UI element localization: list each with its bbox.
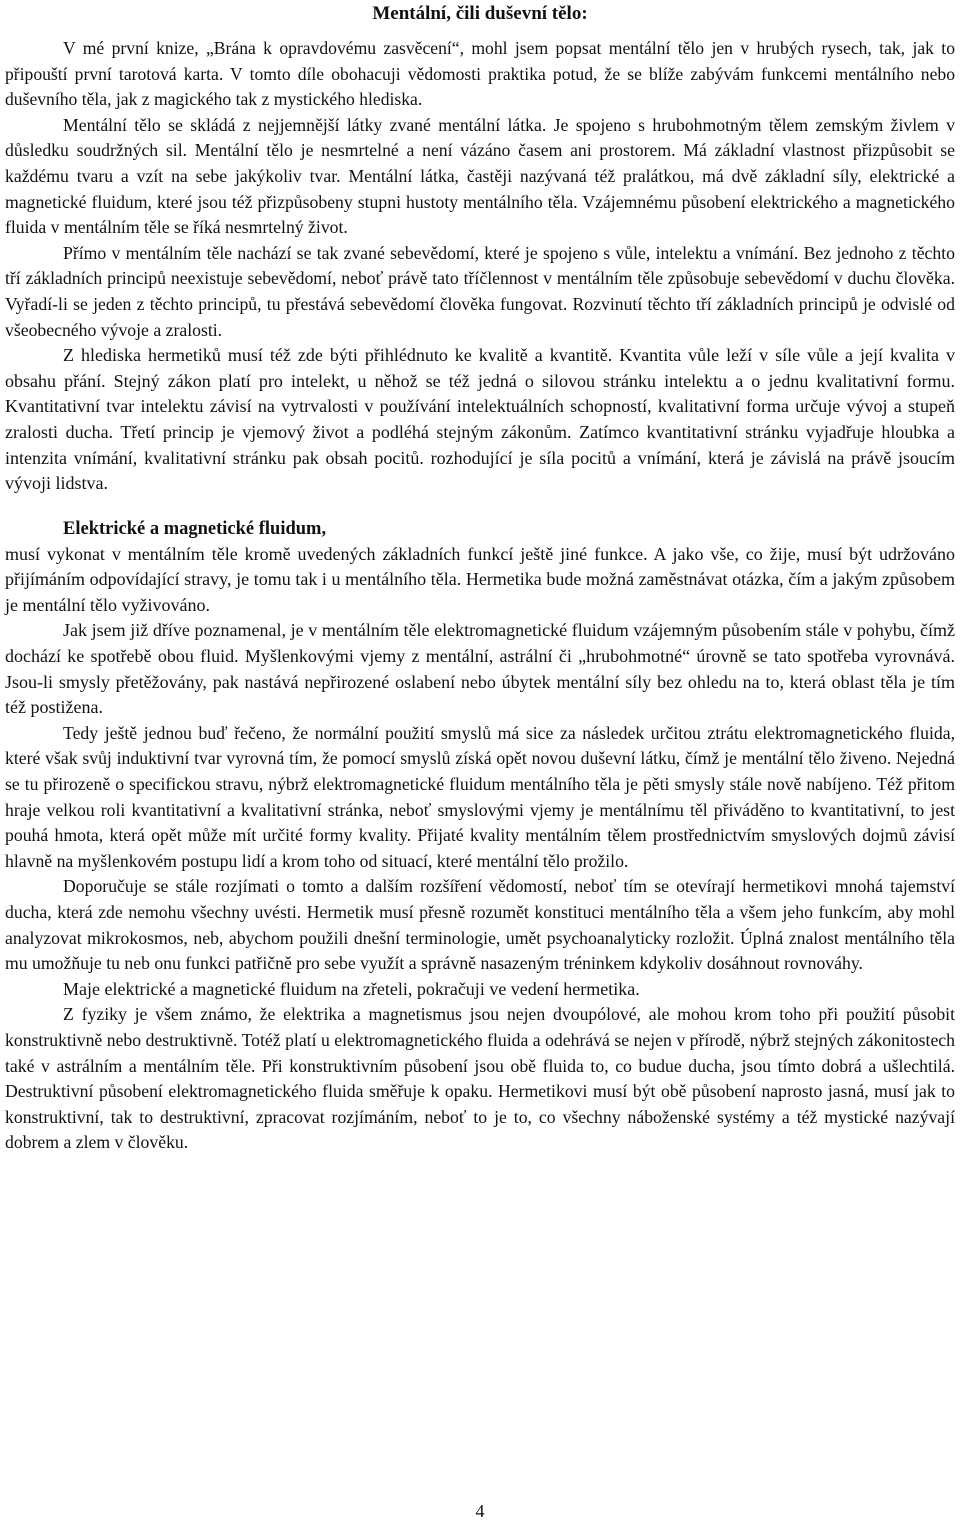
paragraph-contemplation: Doporučuje se stále rozjímati o tomto a dalším rozšíření vědomostí, neboť tím se otevírají hermetikovi mnohá tajemství ducha, která zde nemohu všechny uvésti. Hermetik musí přesně rozumět konstituci mentálního těla a všem jeho funkcím, aby mohl analyzovat mikrokosmos, neb, abychom použili dnešní terminologie, umět psychoanalyticky rozložit. Úplná znalost mentálního těla mu umožňuje tu neb onu funkci patřičně pro sebe využít a správně nasazeným tréninkem kdykoliv dosáhnout rovnováhy. bbox=[5, 876, 955, 974]
paragraph-continuation: Maje elektrické a magnetické fluidum na zřeteli, pokračuji ve vedení hermetika. bbox=[63, 978, 640, 999]
paragraph-quality-quantity: Z hlediska hermetiků musí též zde býti přihlédnuto ke kvalitě a kvantitě. Kvantita vůle leží v síle vůle a její kvalita v obsahu přání. Stejný zákon platí pro intelekt, u něhož se též jedná o silovou stránku intelektu a o jednu kvalitativní formu. Kvantitativní tvar intelektu závisí na vytrvalosti v používání intelektuálních schopností, kvalitativní forma určuje vývoj a stupeň zralosti ducha. Třetí princip je vjemový život a podléhá stejným zákonům. Zatímco kvantitativní stránku vyjadřuje hloubka a intenzita vnímání, kvalitativní stránku pak obsah pocitů. rozhodující je síla pocitů a vnímání, která je závislá na právě jsoucím vývoji lidstva. bbox=[5, 345, 955, 494]
paragraph-composition: Mentální tělo se skládá z nejjemnější látky zvané mentální látka. Je spojeno s hrubohmotným tělem zemským živlem v důsledku soudržných sil. Mentální tělo je nesmrtelné a není vázáno časem ani prostorem. Má základní vlastnost přizpůsobit se každému tvaru a vzít na sebe jakýkoliv tvar. Mentální látka, častěji nazývaná též pralátkou, má dvě základní síly, elektrické a magnetické fluidum, které jsou též přizpůsobeny stupni hustoty mentálního těla. Vzájemnému působení elektrického a magnetického fluida v mentálním těle se říká nesmrtelný život. bbox=[5, 114, 955, 238]
paragraph-intro: V mé první knize, „Brána k opravdovému zasvěcení“, mohl jsem popsat mentální tělo jen v hrubých rysech, tak, jak to připouští první tarotová karta. V tomto díle obohacuji vědomosti praktika potud, že se blíže zabývám funkcemi mentálního nebo duševního těla, jak z magického tak z mystického hlediska. bbox=[5, 38, 955, 110]
paragraph-consumption: Jak jsem již dříve poznamenal, je v mentálním těle elektromagnetické fluidum vzájemným působením stále v pohybu, čímž dochází ke spotřebě obou fluid. Myšlenkovými vjemy z mentální, astrální či „hrubohmotné“ úrovně se tato spotřeba vyrovnává. Jsou-li smysly přetěžovány, pak nastává nepřirozené oslabení nebo úbytek mentální síly bez ohledu na to, která oblast těla je tím též postižena. bbox=[5, 620, 955, 718]
paragraph-functions: musí vykonat v mentálním těle kromě uvedených základních funkcí ještě jiné funkce. A jako vše, co žije, musí být udržováno přijímáním odpovídající stravy, je tomu tak i u mentálního těla. Hermetika bude možná zaměstnávat otázka, čím a jakým způsobem je mentální tělo vyživováno. bbox=[5, 543, 955, 615]
document-body bbox=[5, 36, 955, 1156]
paragraph-physics: Z fyziky je všem známo, že elektrika a magnetismus jsou nejen dvoupólové, ale mohou krom toho při použití působit konstruktivně nebo destruktivně. Totéž platí u elektromagnetického fluida a odehrává se nejen v přírodě, nýbrž stejných zákonitostech také v astrálním a mentálním těle. Při konstruktivním působení jsou obě fluida to, co budue ducha, jsou tímto dobrá a ušlechtilá. Destruktivní působení elektromagnetického fluida směřuje k opaku. Hermetikovi musí být obě působení naprosto jasná, musí jak to konstruktivní, tak to destruktivní, zpracovat rozjímáním, neboť to je to, co všechny náboženské systémy a též mystické nazývají dobrem a zlem v člověku. bbox=[5, 1004, 955, 1153]
page-number: 4 bbox=[475, 1501, 485, 1521]
paragraph-senses: Tedy ještě jednou buď řečeno, že normální použití smyslů má sice za následek určitou ztrátu elektromagnetického fluida, které však svůj induktivní tvar vyrovná tím, že pomocí smyslů získá opět novou duševní látku, čímž je mentální tělo živeno. Nejedná se tu přirozeně o specifickou stravu, nýbrž elektromagnetické fluidum mentálního těla je pěti smysly stále nově nabíjeno. Též přitom hraje velkou roli kvantitativní a kvalitativní stránka, neboť smyslovými vjemy je mentálnímu těl přiváděno to kvantitativní, to jest pouhá hmota, která opět může mít určité formy kvality. Přijaté kvality mentálním tělem prostřednictvím smyslových dojmů závisí hlavně na myšlenkovém postupu lidí a krom toho od situací, které mentální tělo prožilo. bbox=[5, 722, 955, 871]
page-title: Mentální, čili duševní tělo: bbox=[372, 3, 588, 24]
paragraph-self-awareness: Přímo v mentálním těle nachází se tak zvané sebevědomí, které je spojeno s vůle, intelektu a vnímání. Bez jednoho z těchto tří základních principů neexistuje sebevědomí, neboť právě tato tříčlennost v mentálním těle způsobuje sebevědomí v duchu člověka. Vyřadí-li se jeden z těchto principů, tu přestává sebevědomí člověka fungovat. Rozvinutí těchto tří základních principů je odvislé od všeobecného vývoje a zralosti. bbox=[5, 242, 955, 340]
section-heading: Elektrické a magnetické fluidum, bbox=[63, 518, 327, 539]
